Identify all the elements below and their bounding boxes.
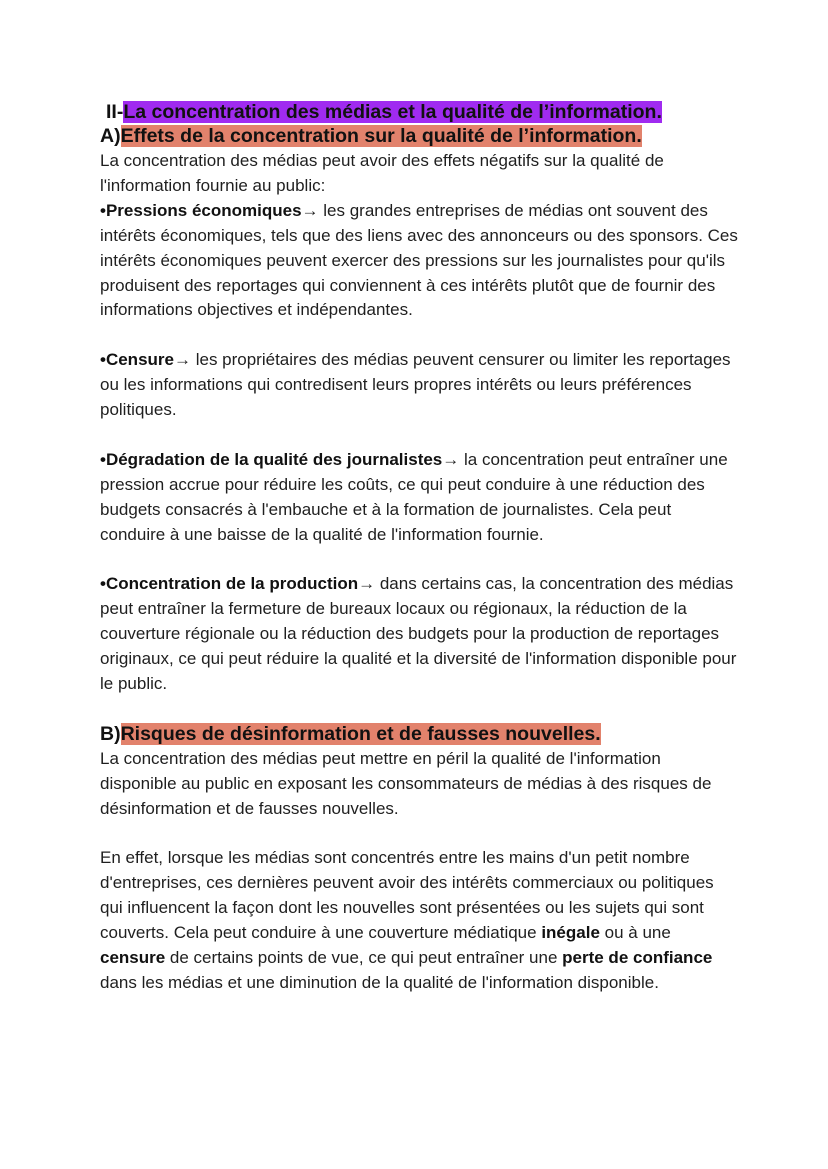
text-run: de certains points de vue, ce qui peut entraîner une [165, 948, 563, 968]
spacer [100, 323, 740, 348]
part-b-intro: La concentration des médias peut mettre en péril la qualité de l'information disponible au public en exposant les consommateurs de médias à des risques de désinformation et de fausses nouvelles. [100, 748, 712, 818]
document-page [100, 100, 740, 996]
arrow-icon: → [301, 200, 319, 220]
arrow-icon: → [442, 449, 460, 469]
arrow-icon: → [173, 350, 191, 370]
part-a-title: Effets de la concentration sur la qualité de l’information. [120, 125, 642, 147]
bold-term-perte-confiance: perte de confiance [562, 948, 713, 968]
bullet-censure [100, 348, 740, 423]
bullet-degradation-qualite [100, 448, 740, 548]
bold-term-censure: censure [100, 948, 166, 968]
part-b-paragraph [100, 846, 740, 995]
bullet-term: •Dégradation de la qualité des journalistes [100, 449, 443, 469]
spacer [100, 822, 740, 847]
text-run: ou à une [599, 923, 671, 943]
bullet-term: •Censure [100, 350, 174, 370]
spacer [100, 423, 740, 448]
part-b-prefix: B) [100, 722, 121, 745]
bullet-text: les grandes entreprises de médias ont souvent des intérêts économiques, tels que des liens avec des annonceurs ou des sponsors. Ces intérêts économiques peuvent exercer des pressions sur les journalistes pour qu'ils produisent des reportages qui conviennent à ces intérêts plutôt que de fournir des informations objectives et indépendantes. [100, 200, 738, 320]
bullet-text: dans certains cas, la concentration des médias peut entraîner la fermeture de bureaux locaux ou régionaux, la réduction de la couverture régionale ou la réduction des budgets pour la production de reportages originaux, ce qui peut réduire la qualité et la diversité de l'information disponible pour le public. [100, 574, 737, 693]
arrow-icon: → [358, 574, 376, 594]
section-prefix: II- [106, 101, 124, 123]
bullet-text: la concentration peut entraîner une pression accrue pour réduire les coûts, ce qui peut conduire à une réduction des budgets consacrés à l'embauche et à la formation de journalistes. Cela peut conduire à une baisse de la qualité de l'information fournie. [100, 449, 728, 544]
bullet-concentration-production [100, 572, 740, 697]
spacer [100, 547, 740, 572]
section-title: La concentration des médias et la qualité de l’information. [123, 101, 662, 123]
part-a-heading [100, 124, 740, 149]
text-run: dans les médias et une diminution de la qualité de l'information disponible. [100, 972, 659, 992]
bullet-term: •Concentration de la production [100, 574, 359, 594]
text-run: En effet, lorsque les médias sont concentrés entre les mains d'un petit nombre d'entreprises, ces dernières peuvent avoir des intérêts commerciaux ou politiques qui influencent la façon dont les nouvelles sont présentées ou les sujets qui sont couverts. Cela peut conduire à une couverture médiatique [100, 848, 714, 943]
bullet-term: •Pressions économiques [100, 200, 302, 220]
bullet-text: les propriétaires des médias peuvent censurer ou limiter les reportages ou les informations qui contredisent leurs propres intérêts ou leurs préférences politiques. [100, 350, 731, 420]
spacer [100, 697, 740, 722]
bullet-pressions-economiques [100, 199, 740, 324]
part-a-prefix: A) [100, 125, 121, 147]
bold-term-inegale: inégale [541, 923, 600, 943]
section-heading [106, 100, 740, 124]
part-b-heading [100, 722, 740, 747]
part-a-intro: La concentration des médias peut avoir des effets négatifs sur la qualité de l'information fournie au public: [100, 151, 664, 195]
part-b-title: Risques de désinformation et de fausses nouvelles. [120, 722, 601, 745]
